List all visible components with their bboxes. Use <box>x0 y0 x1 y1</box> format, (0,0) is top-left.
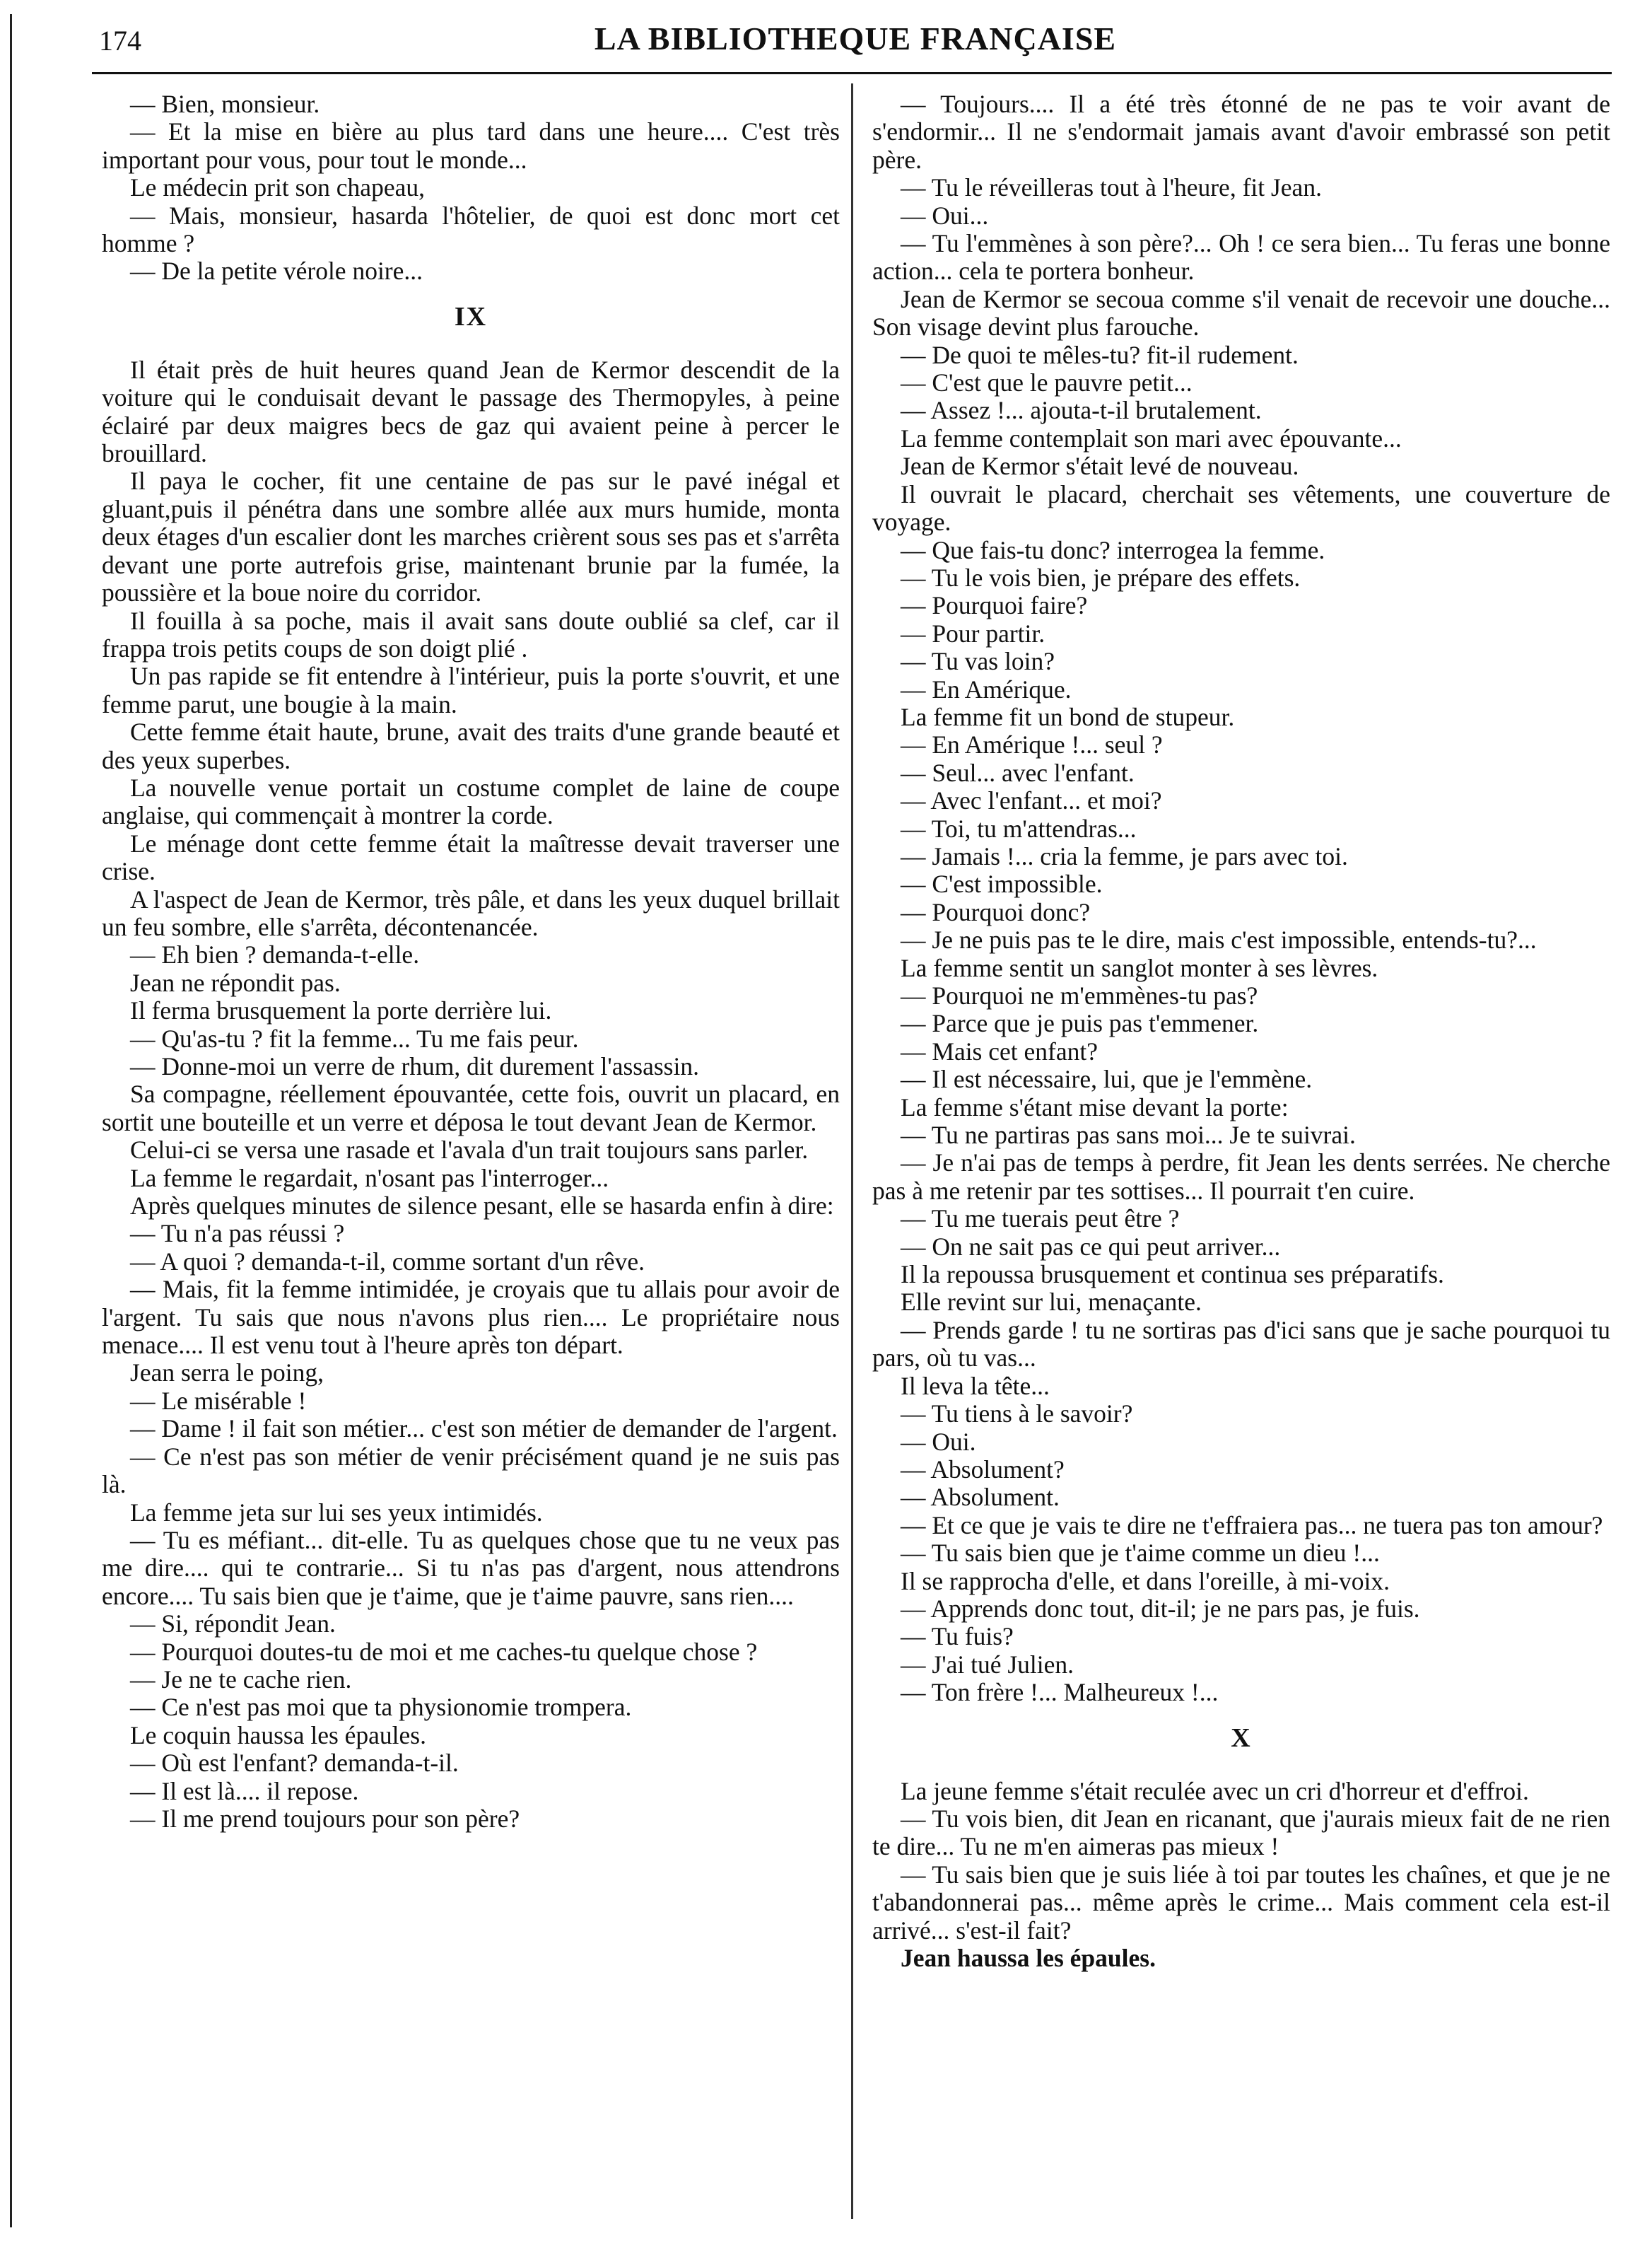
paragraph: — Parce que je puis pas t'emmener. <box>901 1009 1259 1038</box>
paragraph: — De la petite vérole noire... <box>130 257 423 286</box>
paragraph: La femme le regardait, n'osant pas l'interroger... <box>130 1163 609 1192</box>
page-edge-rule <box>10 14 12 2227</box>
paragraph: — Pour partir. <box>901 619 1045 648</box>
paragraph: — Mais cet enfant? <box>901 1037 1098 1066</box>
paragraph: — Tu es méfiant... dit-elle. Tu as quelques chose que tu ne veux pas me dire.... qui te contrarie... Si tu n'as pas d'argent, nous attendrons encore.... Tu sais bien que je t'aime, que je t'aime pauvre, sans rien.... <box>102 1525 840 1610</box>
paragraph: A l'aspect de Jean de Kermor, très pâle, et dans les yeux duquel brillait un feu sombre, elle s'arrêta, décontenancée. <box>102 885 840 941</box>
right-column <box>872 91 1610 1972</box>
paragraph: — Tu vas loin? <box>901 647 1055 676</box>
paragraph: — Assez !... ajouta-t-il brutalement. <box>901 396 1262 425</box>
paragraph: — Et la mise en bière au plus tard dans une heure.... C'est très important pour vous, pour tout le monde... <box>102 117 840 174</box>
paragraph: — Tu vois bien, dit Jean en ricanant, que j'aurais mieux fait de ne rien te dire... Tu ne m'en aimeras pas mieux ! <box>872 1804 1610 1861</box>
paragraph: La nouvelle venue portait un costume complet de laine de coupe anglaise, qui commençait à montrer la corde. <box>102 773 840 830</box>
chapter-heading: X <box>1231 1723 1252 1753</box>
paragraph: La femme fit un bond de stupeur. <box>901 702 1235 731</box>
paragraph: — Mais, monsieur, hasarda l'hôtelier, de quoi est donc mort cet homme ? <box>102 201 840 258</box>
paragraph: Jean de Kermor se secoua comme s'il venait de recevoir une douche... Son visage devint plus farouche. <box>872 284 1610 342</box>
paragraph: Jean de Kermor s'était levé de nouveau. <box>901 452 1299 481</box>
paragraph: — Tu fuis? <box>901 1622 1014 1651</box>
paragraph: Il se rapprocha d'elle, et dans l'oreille, à mi-voix. <box>901 1566 1390 1595</box>
paragraph: — Ce n'est pas son métier de venir précisément quand je ne suis pas là. <box>102 1442 840 1499</box>
paragraph: — Toi, tu m'attendras... <box>901 814 1137 843</box>
paragraph: — Ce n'est pas moi que ta physionomie trompera. <box>130 1693 632 1722</box>
paragraph: Le médecin prit son chapeau, <box>130 173 425 202</box>
paragraph: — C'est impossible. <box>901 870 1103 899</box>
paragraph: Un pas rapide se fit entendre à l'intérieur, puis la porte s'ouvrit, et une femme parut, une bougie à la main. <box>102 662 840 718</box>
paragraph: La femme sentit un sanglot monter à ses lèvres. <box>901 953 1378 982</box>
paragraph: — Tu tiens à le savoir? <box>901 1399 1133 1428</box>
paragraph: — Tu me tuerais peut être ? <box>901 1204 1180 1233</box>
page-number: 174 <box>99 25 141 57</box>
paragraph: — Je ne puis pas te le dire, mais c'est impossible, entends-tu?... <box>901 926 1537 955</box>
paragraph: — Eh bien ? demanda-t-elle. <box>130 940 420 969</box>
paragraph: — Où est l'enfant? demanda-t-il. <box>130 1749 459 1778</box>
paragraph: — En Amérique !... seul ? <box>901 730 1163 759</box>
paragraph: La femme jeta sur lui ses yeux intimidés. <box>130 1498 543 1527</box>
paragraph: Jean serra le poing, <box>130 1358 324 1387</box>
paragraph: — Tu le réveilleras tout à l'heure, fit Jean. <box>901 173 1322 202</box>
paragraph: — Pourquoi doutes-tu de moi et me caches-tu quelque chose ? <box>130 1637 758 1666</box>
paragraph: — Absolument? <box>901 1455 1065 1484</box>
paragraph: — Pourquoi donc? <box>901 897 1091 926</box>
paragraph: Il fouilla à sa poche, mais il avait sans doute oublié sa clef, car il frappa trois petits coups de son doigt plié . <box>102 606 840 663</box>
paragraph: — Pourquoi faire? <box>901 591 1088 620</box>
paragraph: — Et ce que je vais te dire ne t'effraiera pas... ne tuera pas ton amour? <box>901 1510 1603 1539</box>
paragraph: — C'est que le pauvre petit... <box>901 368 1193 397</box>
paragraph: — Toujours.... Il a été très étonné de ne pas te voir avant de s'endormir... Il ne s'endormait jamais avant d'avoir embrassé son petit père. <box>872 90 1610 174</box>
paragraph: — Qu'as-tu ? fit la femme... Tu me fais peur. <box>130 1024 579 1053</box>
paragraph: — Seul... avec l'enfant. <box>901 758 1135 787</box>
left-column <box>102 91 840 1833</box>
paragraph: — Absolument. <box>901 1483 1060 1512</box>
paragraph: Le coquin haussa les épaules. <box>130 1720 426 1749</box>
paragraph: — Il est nécessaire, lui, que je l'emmène. <box>901 1065 1313 1094</box>
paragraph: Jean haussa les épaules. <box>901 1944 1156 1972</box>
paragraph: — J'ai tué Julien. <box>901 1650 1074 1679</box>
paragraph: — Oui. <box>901 1427 976 1456</box>
paragraph: Il paya le cocher, fit une centaine de pas sur le pavé inégal et gluant,puis il pénétra dans une sombre allée aux murs humide, monta deux étages d'un escalier dont les marches crièrent sous ses pas et s'arrêta devant une porte autrefois grise, maintenant brunie par la fumée, la poussière et la boue noire du corridor. <box>102 467 840 607</box>
paragraph: — Pourquoi ne m'emmènes-tu pas? <box>901 981 1258 1010</box>
paragraph: — Ton frère !... Malheureux !... <box>901 1678 1219 1707</box>
paragraph: — Oui... <box>901 201 989 230</box>
paragraph: — Il est là.... il repose. <box>130 1776 359 1805</box>
paragraph: — On ne sait pas ce qui peut arriver... <box>901 1232 1281 1261</box>
paragraph: — Avec l'enfant... et moi? <box>901 786 1162 815</box>
running-title: LA BIBLIOTHEQUE FRANÇAISE <box>594 21 1117 57</box>
paragraph: — Tu ne partiras pas sans moi... Je te suivrai. <box>901 1121 1356 1150</box>
paragraph: — Dame ! il fait son métier... c'est son métier de demander de l'argent. <box>130 1414 838 1443</box>
paragraph: — Si, répondit Jean. <box>130 1609 336 1638</box>
chapter-heading: IX <box>454 301 488 332</box>
paragraph: — Tu n'a pas réussi ? <box>130 1219 345 1248</box>
page-header <box>92 20 1619 69</box>
paragraph: Il ouvrait le placard, cherchait ses vêtements, une couverture de voyage. <box>872 479 1610 537</box>
paragraph: Il était près de huit heures quand Jean de Kermor descendit de la voiture qui le conduisait devant le passage des Thermopyles, à peine éclairé par deux maigres becs de gaz qui avaient peine à percer le brouillard. <box>102 355 840 468</box>
paragraph: — Jamais !... cria la femme, je pars avec toi. <box>901 841 1348 870</box>
paragraph: Il la repoussa brusquement et continua ses préparatifs. <box>901 1260 1444 1289</box>
paragraph: — Apprends donc tout, dit-il; je ne pars pas, je fuis. <box>901 1594 1420 1623</box>
paragraph: Elle revint sur lui, menaçante. <box>901 1288 1202 1317</box>
paragraph: Cette femme était haute, brune, avait des traits d'une grande beauté et des yeux superbes. <box>102 718 840 774</box>
paragraph: — Je ne te cache rien. <box>130 1665 352 1694</box>
paragraph: — En Amérique. <box>901 675 1072 704</box>
paragraph: — Donne-moi un verre de rhum, dit durement l'assassin. <box>130 1052 699 1080</box>
paragraph: — Que fais-tu donc? interrogea la femme. <box>901 535 1325 564</box>
paragraph: Il ferma brusquement la porte derrière lui. <box>130 996 552 1025</box>
paragraph: Le ménage dont cette femme était la maîtresse devait traverser une crise. <box>102 829 840 886</box>
paragraph: — De quoi te mêles-tu? fit-il rudement. <box>901 340 1299 369</box>
paragraph: Jean ne répondit pas. <box>130 968 341 997</box>
paragraph: — Tu l'emmènes à son père?... Oh ! ce sera bien... Tu feras une bonne action... cela te portera bonheur. <box>872 229 1610 286</box>
paragraph: — Tu le vois bien, je prépare des effets. <box>901 563 1301 592</box>
column-divider <box>851 83 853 2219</box>
paragraph: — Je n'ai pas de temps à perdre, fit Jean les dents serrées. Ne cherche pas à me retenir par tes sottises... Il pourrait t'en cuire. <box>872 1148 1610 1205</box>
paragraph: — A quoi ? demanda-t-il, comme sortant d'un rêve. <box>130 1247 645 1276</box>
paragraph: — Mais, fit la femme intimidée, je croyais que tu allais pour avoir de l'argent. Tu sais que nous n'avons plus rien.... Le propriétaire nous menace.... Il est venu tout à l'heure après ton départ. <box>102 1275 840 1360</box>
paragraph: Il leva la tête... <box>901 1371 1050 1400</box>
paragraph: Celui-ci se versa une rasade et l'avala d'un trait toujours sans parler. <box>130 1136 809 1165</box>
paragraph: — Tu sais bien que je t'aime comme un dieu !... <box>901 1539 1380 1568</box>
paragraph: La femme contemplait son mari avec épouvante... <box>901 424 1402 453</box>
paragraph: La femme s'étant mise devant la porte: <box>901 1092 1289 1121</box>
paragraph: — Il me prend toujours pour son père? <box>130 1804 520 1833</box>
paragraph: — Le misérable ! <box>130 1386 307 1415</box>
header-rule <box>92 72 1612 74</box>
paragraph: — Bien, monsieur. <box>130 90 320 118</box>
paragraph: Après quelques minutes de silence pesant, elle se hasarda enfin à dire: <box>130 1191 834 1220</box>
paragraph: — Prends garde ! tu ne sortiras pas d'ici sans que je sache pourquoi tu pars, où tu vas... <box>872 1315 1610 1372</box>
paragraph: Sa compagne, réellement épouvantée, cette fois, ouvrit un placard, en sortit une bouteille et un verre et déposa le tout devant Jean de Kermor. <box>102 1080 840 1136</box>
paragraph: — Tu sais bien que je suis liée à toi par toutes les chaînes, et que je ne t'abandonnerai pas... même après le crime... Mais comment cela est-il arrivé... s'est-il fait? <box>872 1860 1610 1945</box>
paragraph: La jeune femme s'était reculée avec un cri d'horreur et d'effroi. <box>901 1776 1529 1805</box>
